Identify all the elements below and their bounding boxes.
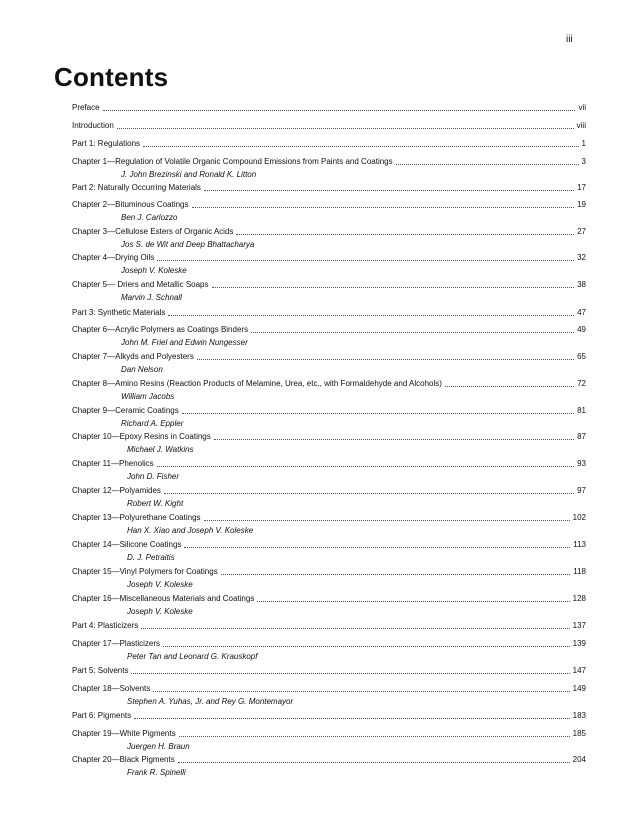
toc-entry-page: 87 [577, 432, 586, 441]
toc-entry-title: Part 3: Synthetic Materials [72, 308, 166, 317]
dot-leader [396, 163, 579, 165]
dot-leader [157, 259, 574, 261]
dot-leader [134, 717, 570, 719]
toc-entry [72, 306, 586, 319]
dot-leader [103, 109, 576, 111]
dot-leader [182, 412, 574, 414]
toc-entry [72, 565, 586, 591]
toc-entry-page: 97 [577, 486, 586, 495]
dot-leader [184, 546, 570, 548]
toc-entry-title: Chapter 10—Epoxy Resins in Coatings [72, 432, 211, 441]
toc-entry-page: 3 [581, 157, 586, 166]
toc-entry-line [72, 727, 586, 740]
toc-entry-title: Chapter 20—Black Pigments [72, 755, 175, 764]
toc-entry-title: Part 1: Regulations [72, 139, 141, 148]
dot-leader [214, 438, 574, 440]
toc-entry-line [72, 101, 586, 114]
toc-entry-page: 113 [573, 540, 586, 549]
toc-entry-author: Marvin J. Schnall [121, 293, 182, 302]
toc-entry-page: 1 [581, 139, 586, 148]
toc-entry-line [72, 181, 586, 194]
toc-entry-title: Chapter 15—Vinyl Polymers for Coatings [72, 567, 218, 576]
toc-entry-author: William Jacobs [121, 392, 175, 401]
toc-entry-page: 32 [577, 253, 586, 262]
toc-entry-author: Peter Tan and Leonard G. Krauskopf [127, 652, 258, 661]
toc-entry-title: Chapter 6—Acrylic Polymers as Coatings Binders [72, 325, 249, 334]
dot-leader [143, 145, 579, 147]
toc-entry [72, 727, 586, 753]
toc-entry-author: Joseph V. Koleske [127, 580, 193, 589]
toc-entry-page: 27 [577, 227, 586, 236]
toc-entry-title: Chapter 12—Polyamides [72, 486, 161, 495]
toc-entry-page: 47 [577, 308, 586, 317]
dot-leader [168, 314, 574, 316]
toc-entry [72, 538, 586, 564]
toc-entry-page: 49 [577, 325, 586, 334]
toc-entry-page: 185 [572, 729, 586, 738]
toc-entry-line [72, 511, 586, 524]
toc-entry-title: Chapter 3—Cellulose Esters of Organic Acids [72, 227, 234, 236]
toc-entry-title: Chapter 8—Amino Resins (Reaction Products of Melamine, Urea, etc., with Formaldehyde and Alcohols) [72, 379, 442, 388]
toc-entry-page: 137 [572, 621, 586, 630]
dot-leader [117, 127, 574, 129]
toc-entry-page: 147 [572, 666, 586, 675]
dot-leader [163, 645, 570, 647]
toc-entry-page: 118 [573, 567, 586, 576]
toc-entry-title: Chapter 13—Polyurethane Coatings [72, 513, 201, 522]
toc-entry [72, 251, 586, 277]
toc-entry-author: John D. Fisher [127, 472, 180, 481]
toc-entry-author: J. John Brezinski and Ronald K. Litton [121, 170, 257, 179]
toc-entry-page: 17 [577, 183, 586, 192]
toc-entry [72, 682, 586, 708]
toc-entry-page: vii [578, 103, 586, 112]
toc-entry [72, 198, 586, 224]
toc-entry-title: Chapter 14—Silicone Coatings [72, 540, 182, 549]
dot-leader [445, 385, 574, 387]
dot-leader [178, 761, 570, 763]
toc-entry-title: Part 4: Plasticizers [72, 621, 139, 630]
dot-leader [164, 492, 574, 494]
toc-entry-page: 19 [577, 200, 586, 209]
toc-entry-author: Richard A. Eppler [121, 419, 184, 428]
toc-entry-author: Juergen H. Braun [127, 742, 190, 751]
toc-entry-title: Chapter 2—Bituminous Coatings [72, 200, 189, 209]
toc-entry-author: Joseph V. Koleske [127, 607, 193, 616]
toc-entry [72, 709, 586, 722]
toc-entry-line [72, 753, 586, 766]
dot-leader [212, 286, 575, 288]
toc-entry-title: Part 2: Naturally Occurring Materials [72, 183, 201, 192]
toc-entry [72, 278, 586, 304]
dot-leader [236, 233, 574, 235]
toc-entry [72, 592, 586, 618]
toc-entry-line [72, 637, 586, 650]
toc-entry-author: John M. Friel and Edwin Nungesser [121, 338, 248, 347]
toc-entry-title: Chapter 7—Alkyds and Polyesters [72, 352, 194, 361]
toc-entry-page: 128 [572, 594, 586, 603]
contents-title: Contents [54, 62, 169, 92]
toc-entry-line [72, 538, 586, 551]
toc-entry-author: Robert W. Kight [127, 499, 184, 508]
toc-entry-title: Introduction [72, 121, 114, 130]
toc-entry-page: 149 [572, 684, 586, 693]
toc-entry-author: Jos S. de Wit and Deep Bhattacharya [121, 240, 255, 249]
toc-entry [72, 753, 586, 779]
toc-entry-title: Chapter 17—Plasticizers [72, 639, 161, 648]
toc-entry-page: 72 [577, 379, 586, 388]
toc-entry-title: Chapter 1—Regulation of Volatile Organic Compound Emissions from Paints and Coatings [72, 157, 393, 166]
toc-entry-page: 102 [572, 513, 586, 522]
toc-entry-title: Chapter 5— Driers and Metallic Soaps [72, 280, 209, 289]
toc-entry-title: Chapter 18—Solvents [72, 684, 151, 693]
toc-entry-title: Chapter 16—Miscellaneous Materials and Coatings [72, 594, 255, 603]
toc-entry-line [72, 377, 586, 390]
dot-leader [204, 189, 574, 191]
toc-entry [72, 404, 586, 430]
dot-leader [141, 627, 569, 629]
toc-entry-line [72, 198, 586, 211]
dot-leader [179, 735, 570, 737]
toc-entry-line [72, 619, 586, 632]
toc-entry [72, 637, 586, 663]
toc-entry [72, 323, 586, 349]
toc-entry-page: 93 [577, 459, 586, 468]
toc-entry-line [72, 404, 586, 417]
toc-entry-line [72, 565, 586, 578]
toc-entry-page: 81 [577, 406, 586, 415]
toc-entry [72, 181, 586, 194]
toc-entry-author: Dan Nelson [121, 365, 163, 374]
toc-entry [72, 511, 586, 537]
toc-entry [72, 137, 586, 150]
toc-entry-page: 65 [577, 352, 586, 361]
toc-entry-line [72, 709, 586, 722]
dot-leader [204, 519, 570, 521]
toc-entry-author: D. J. Petraitis [127, 553, 175, 562]
toc-entry-title: Preface [72, 103, 100, 112]
toc-entry-page: 183 [572, 711, 586, 720]
toc-entry-line [72, 682, 586, 695]
toc-entry [72, 377, 586, 403]
toc-entry-page: 139 [572, 639, 586, 648]
toc-entry-title: Chapter 19—White Pigments [72, 729, 176, 738]
toc-entry-line [72, 592, 586, 605]
toc-entry-line [72, 278, 586, 291]
toc-entry-author: Han X. Xiao and Joseph V. Koleske [127, 526, 254, 535]
toc-entry-line [72, 155, 586, 168]
toc-entry-line [72, 251, 586, 264]
toc-entry-line [72, 323, 586, 336]
toc-entry-title: Part 6: Pigments [72, 711, 132, 720]
toc-entry-line [72, 137, 586, 150]
toc-entry-title: Chapter 11—Phenolics [72, 459, 154, 468]
toc-entry [72, 619, 586, 632]
toc-entry-title: Chapter 4—Drying Oils [72, 253, 155, 262]
toc-entry-author: Frank R. Spinelli [127, 768, 186, 777]
toc-entry-line [72, 664, 586, 677]
toc-entry-title: Part 5: Solvents [72, 666, 129, 675]
dot-leader [153, 690, 569, 692]
toc-entry-line [72, 430, 586, 443]
toc-entry-line [72, 119, 586, 132]
toc-entry [72, 457, 586, 483]
toc-entry [72, 430, 586, 456]
toc-entry [72, 101, 586, 114]
dot-leader [192, 206, 575, 208]
dot-leader [197, 358, 574, 360]
page-number: iii [566, 34, 573, 45]
toc-entry-author: Stephen A. Yuhas, Jr. and Rey G. Montemayor [127, 697, 294, 706]
toc-entry-page: 38 [577, 280, 586, 289]
toc-entry-line [72, 484, 586, 497]
toc-entry-title: Chapter 9—Ceramic Coatings [72, 406, 179, 415]
toc-entry-author: Ben J. Carlozzo [121, 213, 178, 222]
toc-entry [72, 119, 586, 132]
dot-leader [221, 573, 571, 575]
dot-leader [157, 465, 574, 467]
toc-entry [72, 484, 586, 510]
toc-entry-page: 204 [572, 755, 586, 764]
dot-leader [131, 672, 569, 674]
toc-entry-author: Joseph V. Koleske [121, 266, 187, 275]
toc-entry [72, 155, 586, 181]
toc-entry-author: Michael J. Watkins [127, 445, 194, 454]
dot-leader [251, 331, 574, 333]
toc-entry-line [72, 225, 586, 238]
toc-entry-line [72, 306, 586, 319]
toc-entry-line [72, 350, 586, 363]
toc-entry-line [72, 457, 586, 470]
toc-entry-page: viii [576, 121, 586, 130]
dot-leader [257, 600, 569, 602]
toc-entry [72, 350, 586, 376]
toc-entry [72, 225, 586, 251]
toc-entry [72, 664, 586, 677]
